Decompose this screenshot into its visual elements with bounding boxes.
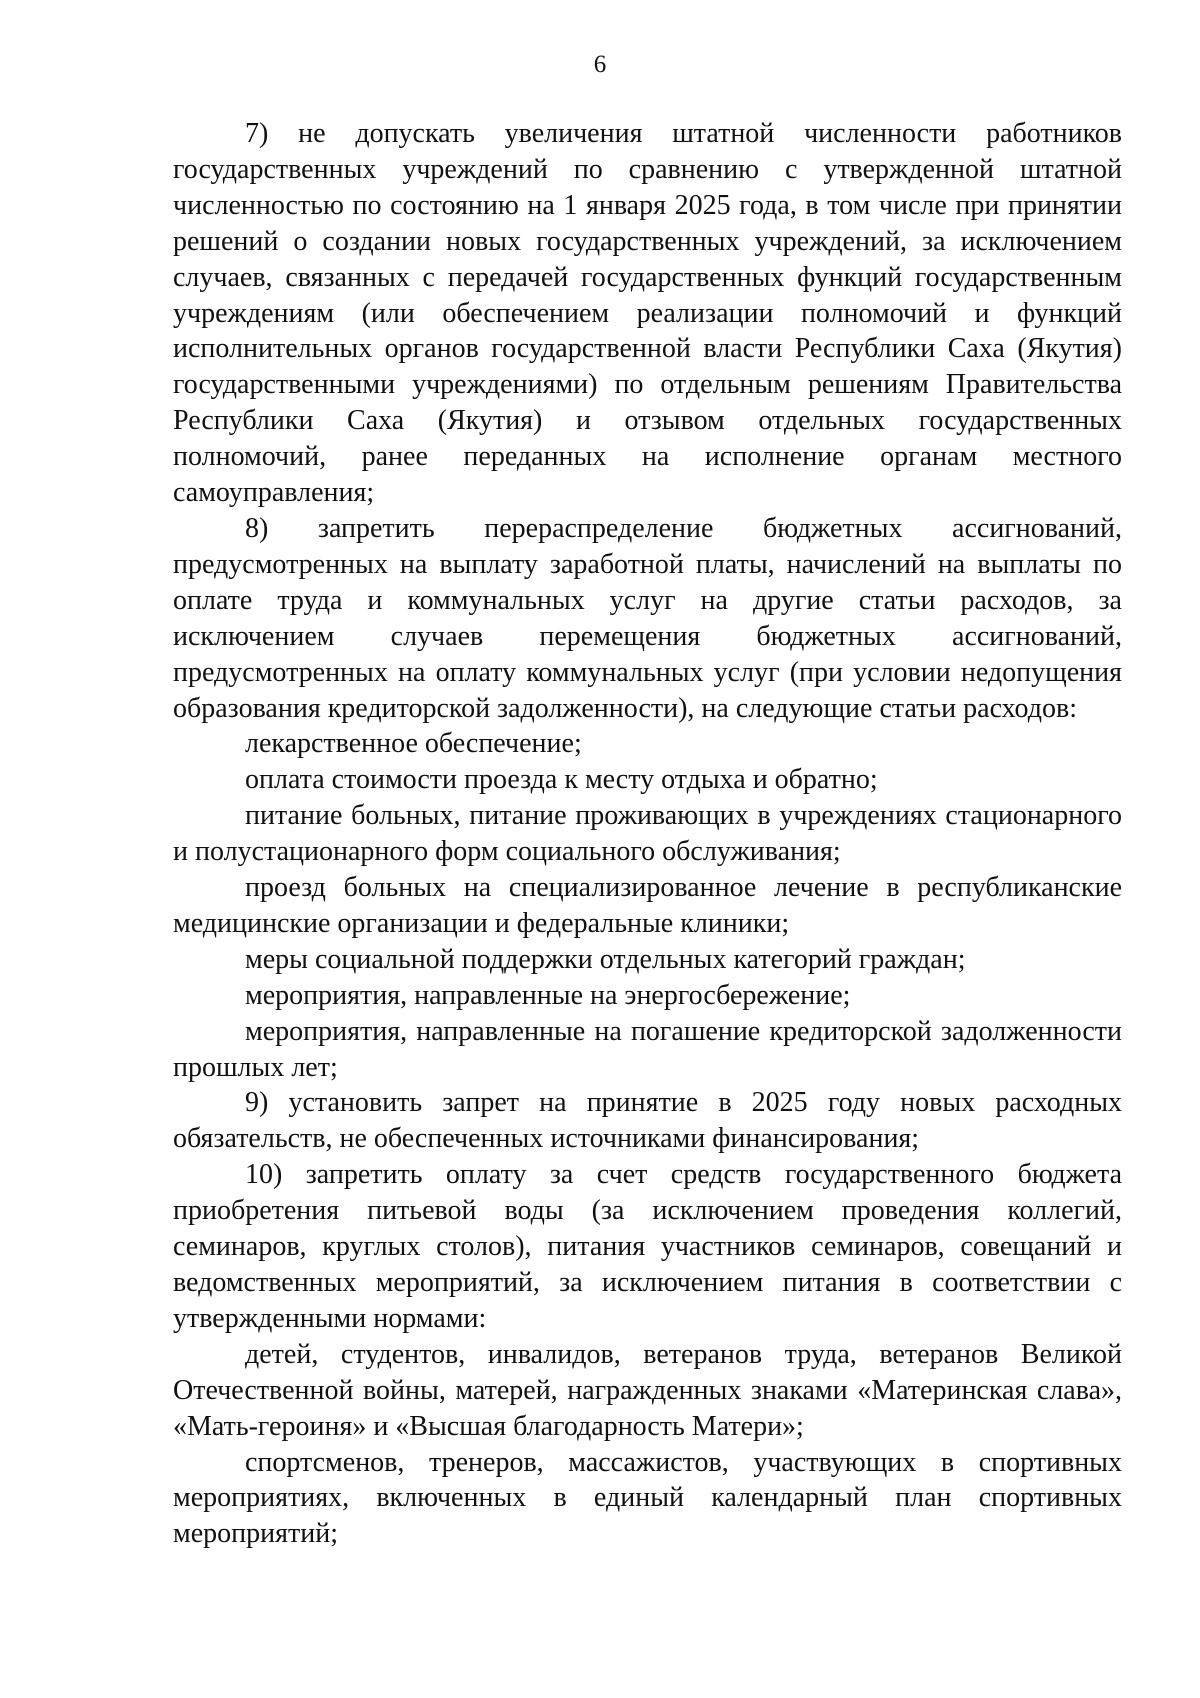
paragraph-item-8: 8) запретить перераспределение бюджетных ассигнований, предусмотренных на выплату заработной платы, начислений на выплаты по оплате труда и коммунальных услуг на другие статьи расходов, за исключением случаев перемещения бюджетных ассигнований, предусмотренных на оплату коммунальных услуг (при условии недопущения образования кредиторской задолженности), на следующие статьи расходов: [173, 512, 1122, 724]
document-body [173, 116, 1122, 1552]
list-item-honored-groups: детей, студентов, инвалидов, ветеранов труда, ветеранов Великой Отечественной войны, матерей, награжденных знаками «Материнская слава», «Мать-героиня» и «Высшая благодарность Матери»; [173, 1338, 1122, 1442]
paragraph-item-9: 9) установить запрет на принятие в 2025 году новых расходных обязательств, не обеспеченных источниками финансирования; [173, 1087, 1122, 1155]
list-item-athletes: спортсменов, тренеров, массажистов, участвующих в спортивных мероприятиях, включенных в единый календарный план спортивных мероприятий; [173, 1446, 1122, 1550]
list-item-travel-cost: оплата стоимости проезда к месту отдыха и обратно; [245, 764, 878, 796]
list-item-nutrition: питание больных, питание проживающих в учреждениях стационарного и полустационарного форм социального обслуживания; [173, 800, 1122, 868]
paragraph-item-7: 7) не допускать увеличения штатной численности работников государственных учреждений по сравнению с утвержденной штатной численностью по состоянию на 1 января 2025 года, в том числе при принятии решений о создании новых государственных учреждений, за исключением случаев, связанных с передачей государственных функций государственным учреждениям (или обеспечением реализации полномочий и функций исполнительных органов государственной власти Республики Саха (Якутия) государственными учреждениями) по отдельным решениям Правительства Республики Саха (Якутия) и отзывом отдельных государственных полномочий, ранее переданных на исполнение органам местного самоуправления; [173, 118, 1122, 509]
list-item-social-support: меры социальной поддержки отдельных категорий граждан; [245, 943, 966, 975]
list-item-energy-saving: мероприятия, направленные на энергосбережение; [245, 979, 851, 1011]
list-item-debt-repayment: мероприятия, направленные на погашение кредиторской задолженности прошлых лет; [173, 1015, 1122, 1083]
list-item-medicine: лекарственное обеспечение; [245, 728, 582, 760]
page-number: 6 [593, 51, 607, 78]
paragraph-item-10: 10) запретить оплату за счет средств государственного бюджета приобретения питьевой воды (за исключением проведения коллегий, семинаров, круглых столов), питания участников семинаров, совещаний и ведомственных мероприятий, за исключением питания в соответствии с утвержденными нормами: [173, 1159, 1122, 1334]
list-item-patient-travel: проезд больных на специализированное лечение в республиканские медицинские организации и федеральные клиники; [173, 872, 1122, 939]
